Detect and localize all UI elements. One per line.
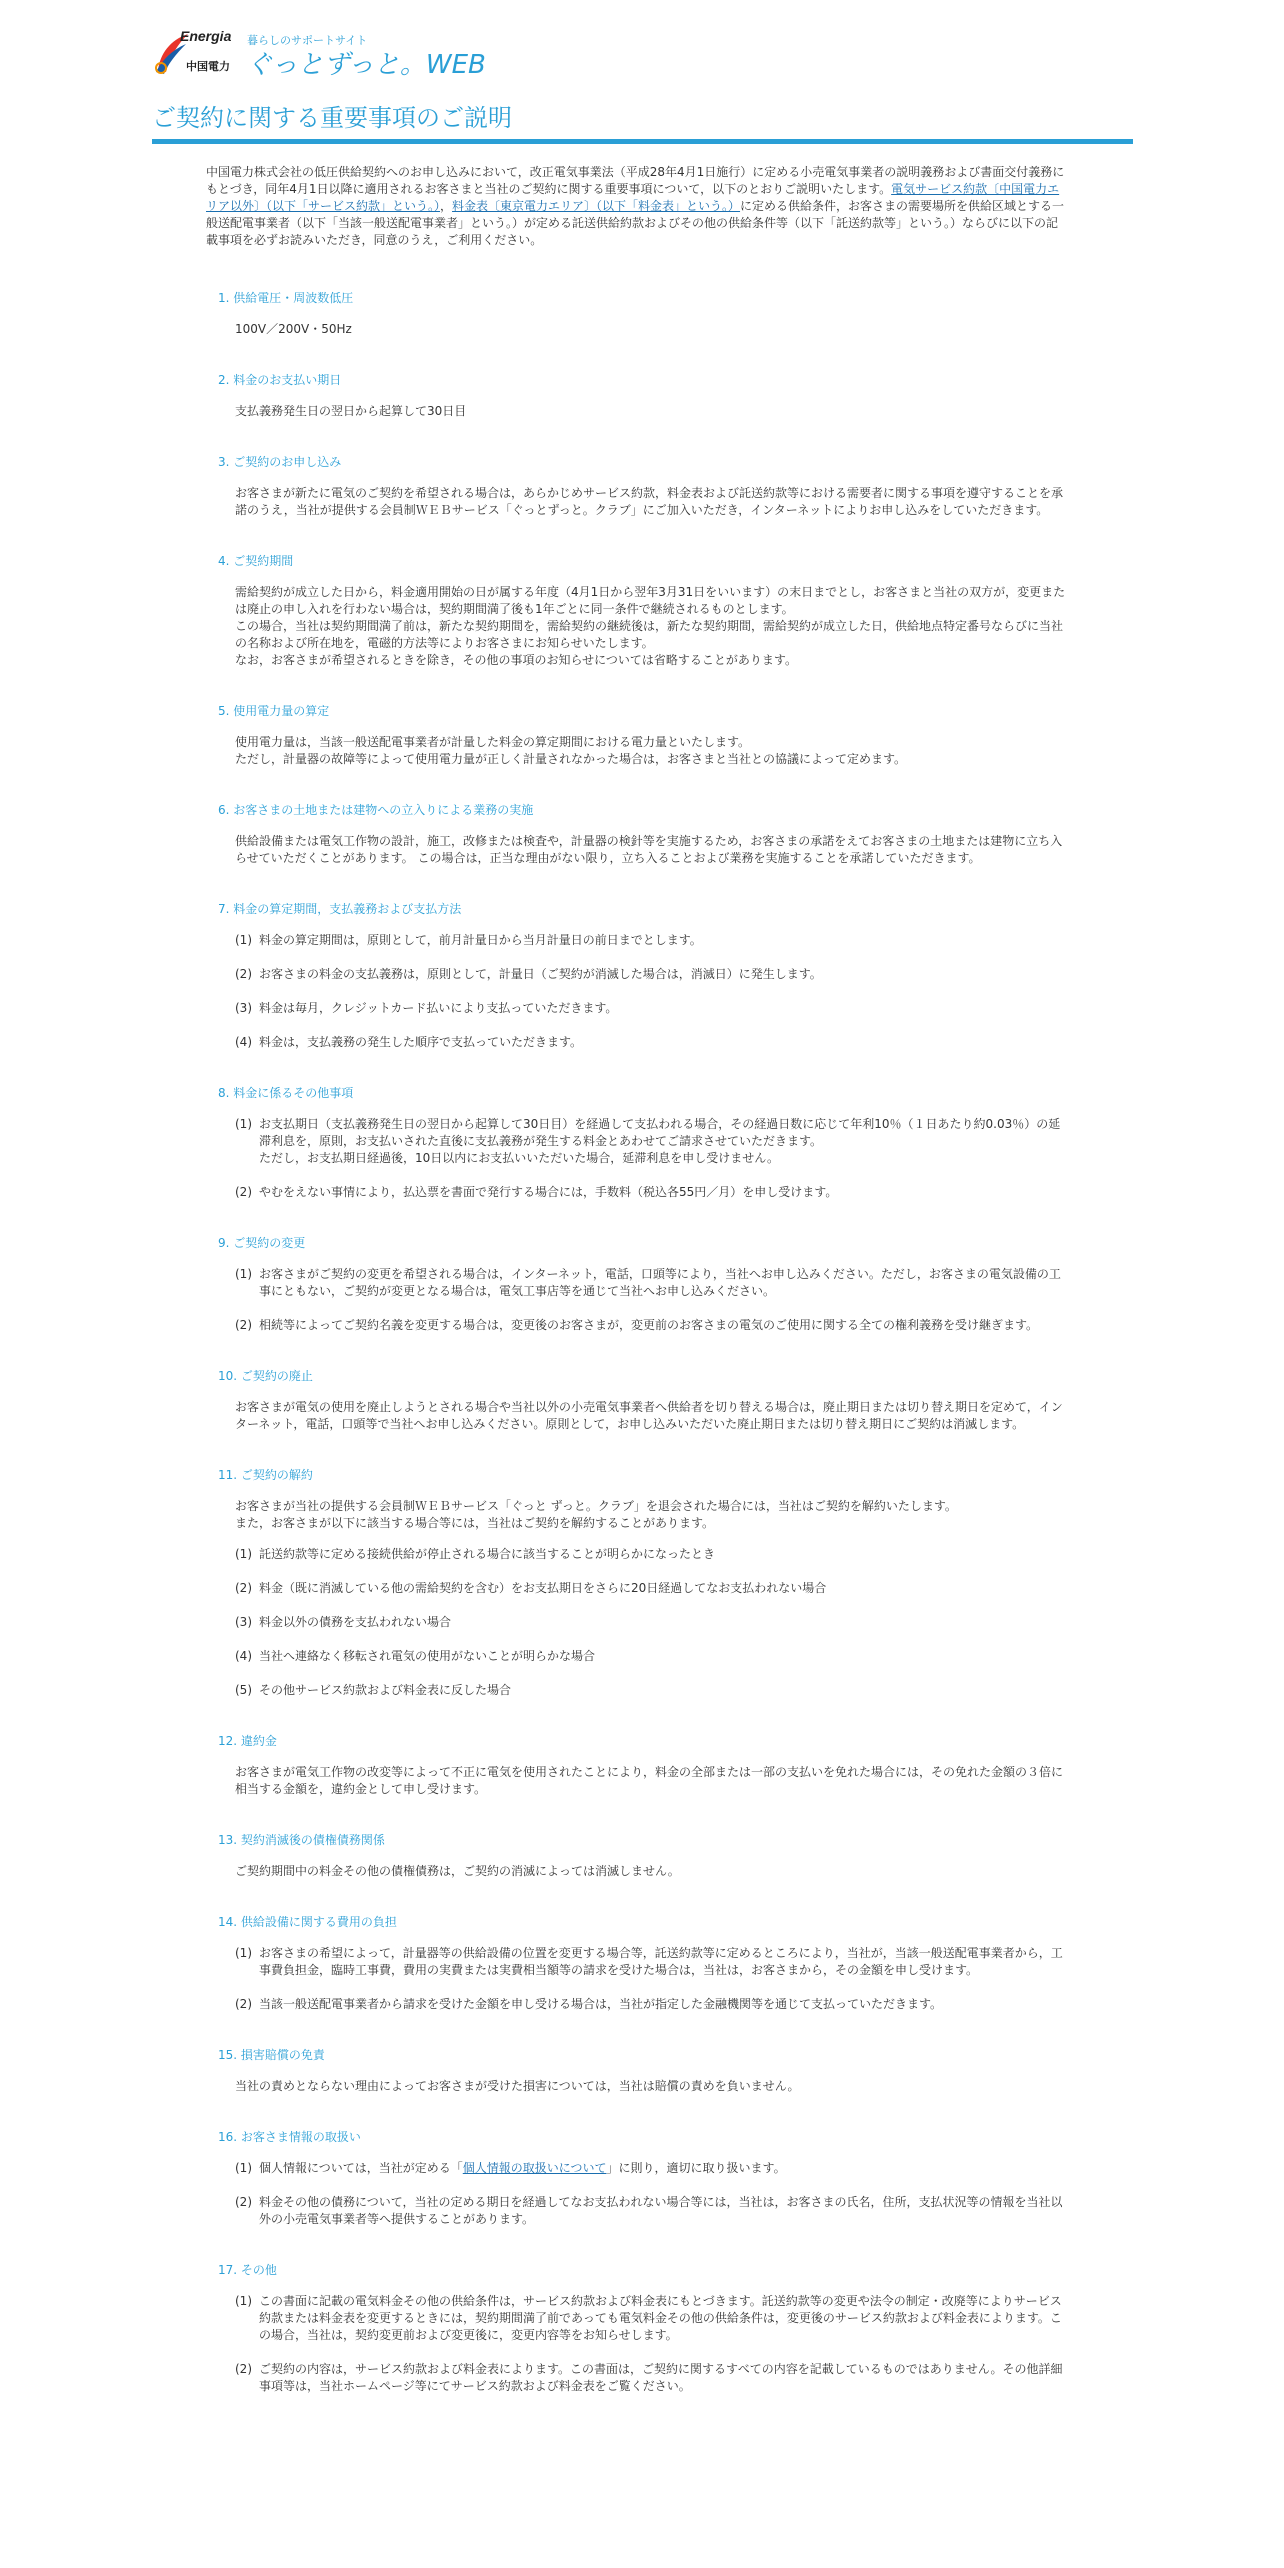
body-line: また，お客さまが以下に該当する場合等には，当社はご契約を解約することがあります。	[235, 1516, 715, 1530]
item-number: (1)	[235, 933, 252, 947]
section-spacer	[206, 420, 1068, 454]
list-item	[235, 932, 1068, 949]
item-text: 料金は毎月，クレジットカード払いにより支払っていただきます。	[259, 1001, 618, 1015]
section-heading: 2. 料金のお支払い期日	[218, 373, 342, 387]
section-spacer	[206, 1051, 1068, 1085]
section-spacer	[206, 1798, 1068, 1832]
section	[206, 454, 1068, 519]
item-number: (1)	[235, 1547, 252, 1561]
section-spacer	[206, 1201, 1068, 1235]
section-heading: 3. ご契約のお申し込み	[218, 455, 342, 469]
site-title[interactable]: ぐっとずっと。WEB	[246, 50, 486, 80]
rate-table-link[interactable]: 料金表〔東京電力エリア〕（以下「料金表」という。）	[452, 199, 741, 213]
section-spacer	[206, 669, 1068, 703]
section-body	[206, 1764, 1068, 1798]
page-title: ご契約に関する重要事項のご説明	[152, 104, 512, 132]
section	[206, 290, 1068, 338]
section-heading: 17. その他	[218, 2263, 277, 2277]
item-number: (2)	[235, 1997, 252, 2011]
section-heading: 13. 契約消滅後の債権債務関係	[218, 1833, 385, 1847]
section	[206, 1085, 1068, 1201]
list-item	[235, 1682, 1068, 1699]
item-text: 当該一般送配電事業者から請求を受けた金額を申し受ける場合は，当社が指定した金融機関等を通じて支払っていただきます。	[259, 1997, 943, 2011]
list-item	[235, 2293, 1068, 2344]
logo-company-name: 中国電力	[186, 60, 230, 73]
section-body	[206, 321, 1068, 338]
item-text: 託送約款等に定める接続供給が停止される場合に該当することが明らかになったとき	[259, 1547, 716, 1561]
list-item	[235, 1996, 1068, 2013]
item-text: この書面に記載の電気料金その他の供給条件は，サービス約款および料金表にもとづきます。託送約款等の変更や法令の制定・改廃等によりサービス約款または料金表を変更するときには，契約期間満了前であっても電気料金その他の供給条件は，変更後のサービス約款および料金表によります。この場合，当社は，契約変更前および変更後に，変更内容等をお知らせします。	[259, 2294, 1062, 2342]
section-heading: 5. 使用電力量の算定	[218, 704, 330, 718]
list-item	[235, 2160, 1068, 2177]
section	[206, 2129, 1068, 2228]
section-heading: 8. 料金に係るその他事項	[218, 1086, 354, 1100]
body-line: この場合，当社は契約期間満了前は，新たな契約期間を，需給契約の継続後は，新たな契約期間，需給契約が成立した日，供給地点特定番号ならびに当社の名称および所在地を，電磁的方法等によりお客さまにお知らせいたします。	[235, 619, 1064, 650]
body-line: 需給契約が成立した日から，料金適用開始の日が属する年度（4月1日から翌年3月31日をいいます）の末日までとし，お客さまと当社の双方が，変更または廃止の申し入れを行わない場合は，契約期間満了後も1年ごとに同一条件で継続されるものとします。	[235, 585, 1066, 616]
body-line: 支払義務発生日の翌日から起算して30日目	[235, 404, 467, 418]
list-item	[235, 1614, 1068, 1631]
section-spacer	[206, 867, 1068, 901]
body-line: お客さまが電気の使用を廃止しようとされる場合や当社以外の小売電気事業者へ供給者を切り替える場合は，廃止期日または切り替え期日を定めて，インターネット，電話，口頭等で当社へお申し込みください。原則として，お申し込みいただいた廃止期日または切り替え期日にご契約は消滅します。	[235, 1400, 1063, 1431]
list-item	[235, 1945, 1068, 1979]
item-list	[206, 932, 1068, 1051]
item-number: (2)	[235, 1185, 252, 1199]
item-list	[206, 2293, 1068, 2395]
site-header	[152, 28, 1152, 80]
section-spacer	[206, 1880, 1068, 1914]
item-number: (3)	[235, 1615, 252, 1629]
privacy-policy-link[interactable]: 個人情報の取扱いについて	[462, 2161, 607, 2175]
section	[206, 1368, 1068, 1433]
section	[206, 372, 1068, 420]
body-line: 当社の責めとならない理由によってお客さまが受けた損害については，当社は賠償の責めを負いません。	[235, 2079, 800, 2093]
item-text: ご契約の内容は，サービス約款および料金表によります。この書面は，ご契約に関するすべての内容を記載しているものではありません。その他詳細事項等は，当社ホームページ等にてサービス約款および料金表をご覧ください。	[259, 2362, 1063, 2393]
list-item	[235, 1266, 1068, 1300]
list-item	[235, 2361, 1068, 2395]
section-body	[206, 1498, 1068, 1532]
item-text: 料金は，支払義務の発生した順序で支払っていただきます。	[259, 1035, 583, 1049]
body-line: ご契約期間中の料金その他の債権債務は，ご契約の消滅によっては消滅しません。	[235, 1864, 680, 1878]
section-heading: 7. 料金の算定期間，支払義務および支払方法	[218, 902, 462, 916]
section-heading: 16. お客さま情報の取扱い	[218, 2130, 361, 2144]
service-terms-link[interactable]: 電気サービス約款〔中国電力エリア以外〕（以下「サービス約款」という。）	[206, 182, 1060, 213]
section	[206, 802, 1068, 867]
item-text: お客さまがご契約の変更を希望される場合は，インターネット，電話，口頭等により，当社へお申し込みください。ただし，お客さまの電気設備の工事にともない，ご契約が変更となる場合は，電気工事店等を通じて当社へお申し込みください。	[259, 1267, 1061, 1298]
body-line: 使用電力量は，当該一般送配電事業者が計量した料金の算定期間における電力量といたします。	[235, 735, 751, 749]
item-number: (1)	[235, 2161, 252, 2175]
section-spacer	[206, 2013, 1068, 2047]
item-number: (4)	[235, 1035, 252, 1049]
item-text: 相続等によってご契約名義を変更する場合は，変更後のお客さまが，変更前のお客さまの電気のご使用に関する全ての権利義務を受け継ぎます。	[259, 1318, 1039, 1332]
section-heading: 9. ご契約の変更	[218, 1236, 306, 1250]
list-item	[235, 1648, 1068, 1665]
list-item	[235, 1580, 1068, 1597]
sections-list	[206, 290, 1068, 2395]
section-body	[206, 833, 1068, 867]
body-line: お客さまが新たに電気のご契約を希望される場合は，あらかじめサービス約款，料金表および託送約款等における需要者に関する事項を遵守することを承諾のうえ，当社が提供する会員制ＷＥＢサービス「ぐっとずっと。クラブ」にご加入いただき，インターネットによりお申し込みをしていただきます。	[235, 486, 1064, 517]
item-text: 当社へ連絡なく移転され電気の使用がないことが明らかな場合	[259, 1649, 596, 1663]
energia-logo[interactable]	[152, 28, 252, 76]
section-body	[206, 485, 1068, 519]
body-line: なお，お客さまが希望されるときを除き，その他の事項のお知らせについては省略することがあります。	[235, 653, 797, 667]
item-number: (2)	[235, 967, 252, 981]
section-heading: 11. ご契約の解約	[218, 1468, 313, 1482]
section-body	[206, 584, 1068, 669]
item-list	[206, 1546, 1068, 1699]
section	[206, 1235, 1068, 1334]
site-subtitle: 暮らしのサポートサイト	[247, 34, 368, 47]
item-number: (1)	[235, 1117, 252, 1131]
list-item	[235, 1034, 1068, 1051]
section-heading: 12. 違約金	[218, 1734, 277, 1748]
section	[206, 1914, 1068, 2013]
section-heading: 6. お客さまの土地または建物への立入りによる業務の実施	[218, 803, 534, 817]
item-number: (2)	[235, 2195, 252, 2209]
item-text: お客さまの希望によって，計量器等の供給設備の位置を変更する場合等，託送約款等に定めるところにより，当社が，当該一般送配電事業者から，工事費負担金，臨時工事費，費用の実費または実費相当額等の請求を受けた場合は，当社は，お客さまから，その金額を申し受けます。	[259, 1946, 1063, 1977]
intro-separator: ，	[440, 199, 453, 213]
section-spacer	[206, 338, 1068, 372]
section-spacer	[206, 2228, 1068, 2262]
section-body	[206, 1399, 1068, 1433]
section-body	[206, 734, 1068, 768]
section	[206, 703, 1068, 768]
body-line: 100V／200V・50Hz	[235, 322, 352, 336]
section-spacer	[206, 1334, 1068, 1368]
section-spacer	[206, 1433, 1068, 1467]
item-number: (1)	[235, 1946, 252, 1960]
section-heading: 10. ご契約の廃止	[218, 1369, 313, 1383]
item-number: (3)	[235, 1001, 252, 1015]
section	[206, 2047, 1068, 2095]
item-text: 」に則り，適切に取り扱います。	[606, 2161, 786, 2175]
item-text: その他サービス約款および料金表に反した場合	[259, 1683, 512, 1697]
section-spacer	[206, 2095, 1068, 2129]
item-text: 料金その他の債務について，当社の定める期日を経過してなお支払われない場合等には，当社は，お客さまの氏名，住所，支払状況等の情報を当社以外の小売電気事業者等へ提供することがあります。	[259, 2195, 1063, 2226]
list-item	[235, 1000, 1068, 1017]
item-list	[206, 2160, 1068, 2228]
section	[206, 1467, 1068, 1699]
item-text: 料金の算定期間は，原則として，前月計量日から当月計量日の前日までとします。	[259, 933, 702, 947]
logo-wordmark: Energia	[180, 28, 232, 44]
item-text: やむをえない事情により，払込票を書面で発行する場合には，手数料（税込各55円／月）を申し受けます。	[259, 1185, 838, 1199]
item-text: 料金（既に消滅している他の需給契約を含む）をお支払期日をさらに20日経過してなお支払われない場合	[259, 1581, 827, 1595]
body-line: お客さまが電気工作物の改変等によって不正に電気を使用されたことにより，料金の全部または一部の支払いを免れた場合には，その免れた金額の３倍に相当する金額を，違約金として申し受けます。	[235, 1765, 1064, 1796]
section	[206, 1832, 1068, 1880]
item-number: (5)	[235, 1683, 252, 1697]
item-text: 個人情報については，当社が定める「	[259, 2161, 463, 2175]
section-body	[206, 403, 1068, 420]
section-heading: 1. 供給電圧・周波数低圧	[218, 291, 354, 305]
section-body	[206, 2078, 1068, 2095]
item-number: (2)	[235, 1318, 252, 1332]
section-body	[206, 1863, 1068, 1880]
body-line: ただし，計量器の故障等によって使用電力量が正しく計量されなかった場合は，お客さまと当社との協議によって定めます。	[235, 752, 907, 766]
section	[206, 2262, 1068, 2395]
item-number: (2)	[235, 1581, 252, 1595]
item-number: (1)	[235, 1267, 252, 1281]
list-item	[235, 1184, 1068, 1201]
item-list	[206, 1266, 1068, 1334]
list-item	[235, 1546, 1068, 1563]
item-number: (1)	[235, 2294, 252, 2308]
item-list	[206, 1116, 1068, 1201]
intro-text-2: に定める供給条件，お客さまの需要場所を供給区域とする一般送配電事業者（以下「当該一般送配電事業者」という。）が定める託送供給約款およびその他の供給条件等（以下「託送約款等」という。）ならびに以下の記載事項を必ずお読みいただき，同意のうえ，ご利用ください。	[206, 199, 1065, 247]
body-line: 供給設備または電気工作物の設計，施工，改修または検査や，計量器の検針等を実施するため，お客さまの承諾をえてお客さまの土地または建物に立ち入らせていただくことがあります。 この場合は，正当な理由がない限り，立ち入ることおよび業務を実施することを承諾していただきます。	[235, 834, 1063, 865]
item-text: 料金以外の債務を支払われない場合	[259, 1615, 452, 1629]
section-spacer	[206, 519, 1068, 553]
section	[206, 1733, 1068, 1798]
section	[206, 553, 1068, 669]
item-number: (2)	[235, 2362, 252, 2376]
list-item	[235, 966, 1068, 983]
list-item	[235, 1317, 1068, 1334]
list-item	[235, 1116, 1068, 1167]
section-spacer	[206, 1699, 1068, 1733]
item-text: お客さまの料金の支払義務は，原則として，計量日（ご契約が消滅した場合は，消滅日）に発生します。	[259, 967, 822, 981]
body-line: お客さまが当社の提供する会員制ＷＥＢサービス「ぐっと ずっと。クラブ」を退会された場合には，当社はご契約を解約いたします。	[235, 1499, 957, 1513]
section	[206, 901, 1068, 1051]
item-number: (4)	[235, 1649, 252, 1663]
item-list	[206, 1945, 1068, 2013]
section-heading: 4. ご契約期間	[218, 554, 294, 568]
title-divider	[152, 139, 1133, 144]
section-heading: 14. 供給設備に関する費用の負担	[218, 1915, 397, 1929]
section-spacer	[206, 768, 1068, 802]
intro-paragraph	[206, 164, 1068, 249]
section-heading: 15. 損害賠償の免責	[218, 2048, 325, 2062]
item-text: お支払期日（支払義務発生日の翌日から起算して30日目）を経過して支払われる場合，その経過日数に応じて年利10％（１日あたり約0.03％）の延滞利息を，原則，お支払いされた直後に支払義務が発生する料金とあわせてご請求させていただきます。 ただし，お支払期日経過後，10日以内にお支払いいただいた場合，延滞利息を申し受けません。	[259, 1117, 1061, 1165]
list-item	[235, 2194, 1068, 2228]
intro-text-1: 中国電力株式会社の低圧供給契約へのお申し込みにおいて，改正電気事業法（平成28年4月1日施行）に定める小売電気事業者の説明義務および書面交付義務にもとづき，同年4月1日以降に適用されるお客さまと当社のご契約に関する重要事項について，以下のとおりご説明いたします。	[206, 165, 1065, 196]
